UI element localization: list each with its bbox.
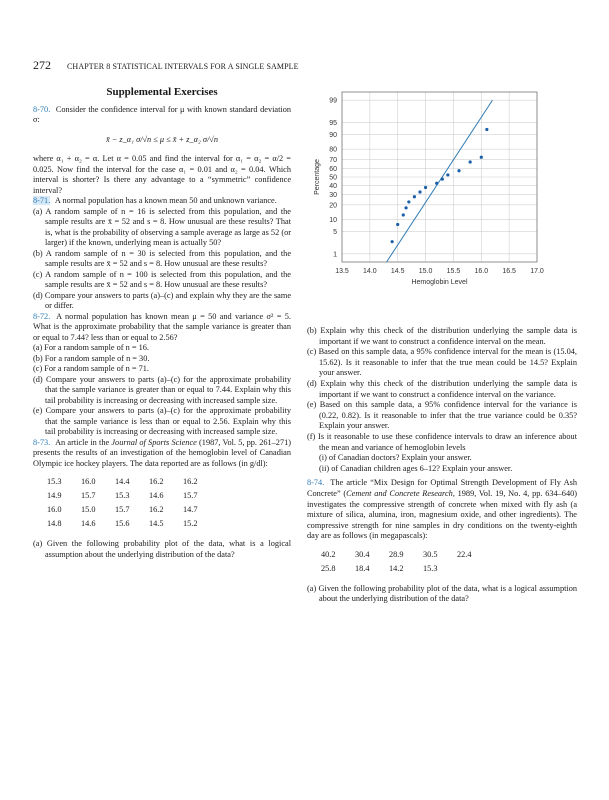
table-cell: 16.2 xyxy=(149,504,164,514)
table-cell: 15.7 xyxy=(81,490,96,500)
data-point xyxy=(391,240,394,243)
x-tick-label: 16.5 xyxy=(502,268,516,275)
table-cell: 15.2 xyxy=(183,518,198,528)
data-point xyxy=(407,200,410,203)
data-point xyxy=(396,223,399,226)
y-tick-label: 90 xyxy=(329,132,337,140)
table-cell xyxy=(457,562,491,576)
table-cell: 16.2 xyxy=(149,476,164,486)
data-point xyxy=(413,195,416,198)
table-cell: 15.3 xyxy=(47,476,62,486)
exercise-number: 8-73. xyxy=(33,437,51,447)
table-cell: 40.2 xyxy=(321,549,336,559)
hemoglobin-data-table xyxy=(47,475,217,531)
concrete-strength-table xyxy=(321,548,491,576)
y-tick-label: 70 xyxy=(329,157,337,165)
exercise-part: (c) Based on this sample data, a 95% confidence interval for the mean is (15.04, 15.62). Is it reasonable to infer that the true mean could be 14.5? Explain your answer. xyxy=(307,347,577,378)
exercise-text: (1987, Vol. 5, pp. 261–271) presents the results of an investigation of the hemoglobin level of Canadian Olympic ice hockey players. The data reported are as follows (in g/dl): xyxy=(33,437,292,468)
table-cell: 30.5 xyxy=(423,549,438,559)
fit-line xyxy=(387,100,493,262)
right-column xyxy=(307,326,577,605)
table-cell: 16.2 xyxy=(183,476,198,486)
probability-plot xyxy=(307,80,575,320)
data-point xyxy=(441,177,444,180)
table-cell: 25.8 xyxy=(321,563,336,573)
probability-plot-svg xyxy=(307,80,575,320)
data-point xyxy=(435,182,438,185)
x-tick-label: 14.5 xyxy=(390,268,405,275)
table-cell: 14.2 xyxy=(389,563,404,573)
table-cell: 18.4 xyxy=(355,563,370,573)
table-cell: 15.3 xyxy=(115,490,130,500)
exercise-part: (a) For a random sample of n = 16. xyxy=(33,343,149,352)
exercise-text: An article in the xyxy=(55,437,112,447)
exercise-part: (e) Based on this sample data, a 95% confidence interval for the variance is (0.22, 0.82). Is it reasonable to infer that the true variance could be 0.35? Explain your answer. xyxy=(307,400,577,431)
journal-title: Cement and Concrete Research xyxy=(346,488,453,498)
table-row xyxy=(321,562,491,576)
data-point xyxy=(402,213,405,216)
x-tick-label: 16.0 xyxy=(474,268,489,275)
table-row xyxy=(47,489,217,503)
exercise-part: (d) Explain why this check of the distribution underlying the sample data is important if we want to construct a confidence interval on the variance. xyxy=(307,378,577,399)
data-point xyxy=(446,173,449,176)
exercise-part: (d) Compare your answers to parts (a)–(c) for the approximate probability that the sample variance is greater than or equal to 7.44. Explain why this tail probability is increasing or decreasing with increased sample size. xyxy=(33,374,291,405)
exercise-part: (b) A random sample of n = 30 is selected from this population, and the sample results are x̄ = 52 and s = 8. How unusual are these results? xyxy=(33,248,291,268)
y-tick-label: 50 xyxy=(329,174,337,182)
y-tick-label: 30 xyxy=(329,191,337,199)
exercise-8-72 xyxy=(33,312,291,344)
y-tick-label: 80 xyxy=(329,146,337,154)
page-header xyxy=(33,58,553,73)
x-tick-label: 15.0 xyxy=(418,268,433,275)
table-cell: 15.7 xyxy=(115,504,130,514)
y-tick-label: 10 xyxy=(329,216,337,224)
table-cell: 15.3 xyxy=(423,563,438,573)
y-tick-label: 60 xyxy=(329,166,337,174)
exercise-part: (b) Explain why this check of the distribution underlying the sample data is important if we want to construct a confidence interval on the mean. xyxy=(307,326,577,346)
journal-title: Journal of Sports Science xyxy=(111,437,197,447)
table-row xyxy=(321,548,491,562)
exercise-8-71 xyxy=(33,196,291,207)
table-row xyxy=(47,517,217,531)
exercise-part: (e) Compare your answers to parts (a)–(c) for the approximate probability that the sample variance is less than or equal to 2.56. Explain why this tail probability is increasing or decreasing with increased sample size. xyxy=(33,406,291,436)
exercise-part: (c) For a random sample of n = 71. xyxy=(33,364,149,373)
data-point xyxy=(404,206,407,209)
table-row xyxy=(47,475,217,489)
table-cell: 16.0 xyxy=(47,504,62,514)
x-axis-label: Hemoglobin Level xyxy=(411,279,468,286)
y-tick-label: 99 xyxy=(329,97,337,105)
data-point xyxy=(418,190,421,193)
data-point xyxy=(485,128,488,131)
x-tick-label: 13.5 xyxy=(335,268,349,275)
exercise-part: (c) A random sample of n = 100 is selected from this population, and the sample results are x̄ = 52 and s = 8. How unusual are these results? xyxy=(33,269,291,289)
exercise-part: (a) A random sample of n = 16 is selected from this population, and the sample results are x̄ = 52 and s = 8. How unusual are these results? That is, what is the probability of observing a sample average as large as 52 (or larger) if the known, underlying mean is actually 50? xyxy=(33,206,291,247)
exercise-subpart: (i) of Canadian doctors? Explain your answer. xyxy=(319,453,472,463)
table-cell: 15.7 xyxy=(183,490,198,500)
chapter-title: CHAPTER 8 STATISTICAL INTERVALS FOR A SINGLE SAMPLE xyxy=(67,62,299,71)
exercise-text: where α₁ + α₂ = α. Let α = 0.05 and find the interval for α₁ = α₂ = α/2 = 0.025. Now find the interval for the case α₁ = 0.01 and α₂ = 0.04. Which interval is shorter? Is there any advantage to a “symmetric” confidence interval? xyxy=(33,154,291,195)
table-cell: 28.9 xyxy=(389,549,404,559)
y-axis-label: Percentage xyxy=(314,159,321,195)
exercise-text: , 1989, Vol. 19, No. 4, pp. 634–640) investigates the compressive strength of concrete when mixed with fly ash (a mixture of silica, alumina, iron, magnesium oxide, and other ingredients). The compressive strength for nine samples in dry conditions on the twenty-eighth day are as follows (in megapascals): xyxy=(307,488,577,541)
x-tick-label: 17.0 xyxy=(530,268,544,275)
x-tick-label: 14.0 xyxy=(363,268,377,275)
exercise-part: (a) Given the following probability plot of the data, what is a logical assumption about the underlying distribution of the data? xyxy=(307,583,577,604)
exercise-subpart: (ii) of Canadian children ages 6–12? Explain your answer. xyxy=(319,463,513,473)
y-tick-label: 1 xyxy=(333,251,337,259)
left-column xyxy=(33,86,291,560)
exercise-8-73 xyxy=(33,438,291,470)
table-cell: 16.0 xyxy=(81,476,96,486)
exercise-number: 8-74. xyxy=(307,478,325,488)
exercise-number: 8-71. xyxy=(33,196,51,205)
exercise-part: (f) Is it reasonable to use these confidence intervals to draw an inference about the mean and variance of hemoglobin levels xyxy=(307,431,577,452)
exercise-text: A normal population has known mean μ = 50 and variance σ² = 5. What is the approximate probability that the sample variance is greater than or equal to 7.44? less than or equal to 2.56? xyxy=(33,311,291,342)
exercise-text: The article “Mix Design for Optimal Strength Development of Fly Ash Concrete” ( xyxy=(307,478,577,498)
y-tick-label: 5 xyxy=(333,228,337,236)
table-cell: 14.4 xyxy=(115,476,130,486)
data-point xyxy=(424,186,427,189)
y-tick-label: 20 xyxy=(329,202,337,210)
exercise-text: Consider the confidence interval for μ with known standard deviation σ: xyxy=(33,104,291,124)
exercise-number: 8-72. xyxy=(33,311,51,321)
table-cell: 14.9 xyxy=(47,490,62,500)
exercise-number: 8-70. xyxy=(33,104,51,114)
exercise-part: (d) Compare your answers to parts (a)–(c) and explain why they are the same or differ. xyxy=(33,290,291,310)
data-point xyxy=(457,169,460,172)
exercise-part: (b) For a random sample of n = 30. xyxy=(33,353,150,363)
y-tick-label: 95 xyxy=(329,120,337,128)
x-tick-label: 15.5 xyxy=(446,268,461,275)
section-title: Supplemental Exercises xyxy=(106,86,218,98)
page-number: 272 xyxy=(33,58,51,72)
table-cell: 14.7 xyxy=(183,504,198,514)
table-row xyxy=(47,503,217,517)
table-cell: 14.8 xyxy=(47,518,62,528)
data-point xyxy=(469,160,472,163)
data-point xyxy=(480,156,483,159)
table-cell: 22.4 xyxy=(457,549,472,559)
exercise-text: A normal population has a known mean 50 and unknown variance. xyxy=(54,196,277,205)
table-cell: 15.0 xyxy=(81,504,96,514)
y-tick-label: 40 xyxy=(329,182,337,190)
table-cell: 30.4 xyxy=(355,549,370,559)
table-cell: 14.5 xyxy=(149,518,164,528)
confidence-interval-formula: x̄ − z_α₁ σ/√n ≤ μ ≤ x̄ + z_α₂ σ/√n xyxy=(105,134,218,144)
exercise-part: (a) Given the following probability plot of the data, what is a logical assumption about the underlying distribution of the data? xyxy=(33,539,291,559)
table-cell: 14.6 xyxy=(81,518,96,528)
exercise-8-70 xyxy=(33,105,291,126)
table-cell: 15.6 xyxy=(115,518,130,528)
table-cell: 14.6 xyxy=(149,490,164,500)
exercise-8-74 xyxy=(307,478,577,542)
